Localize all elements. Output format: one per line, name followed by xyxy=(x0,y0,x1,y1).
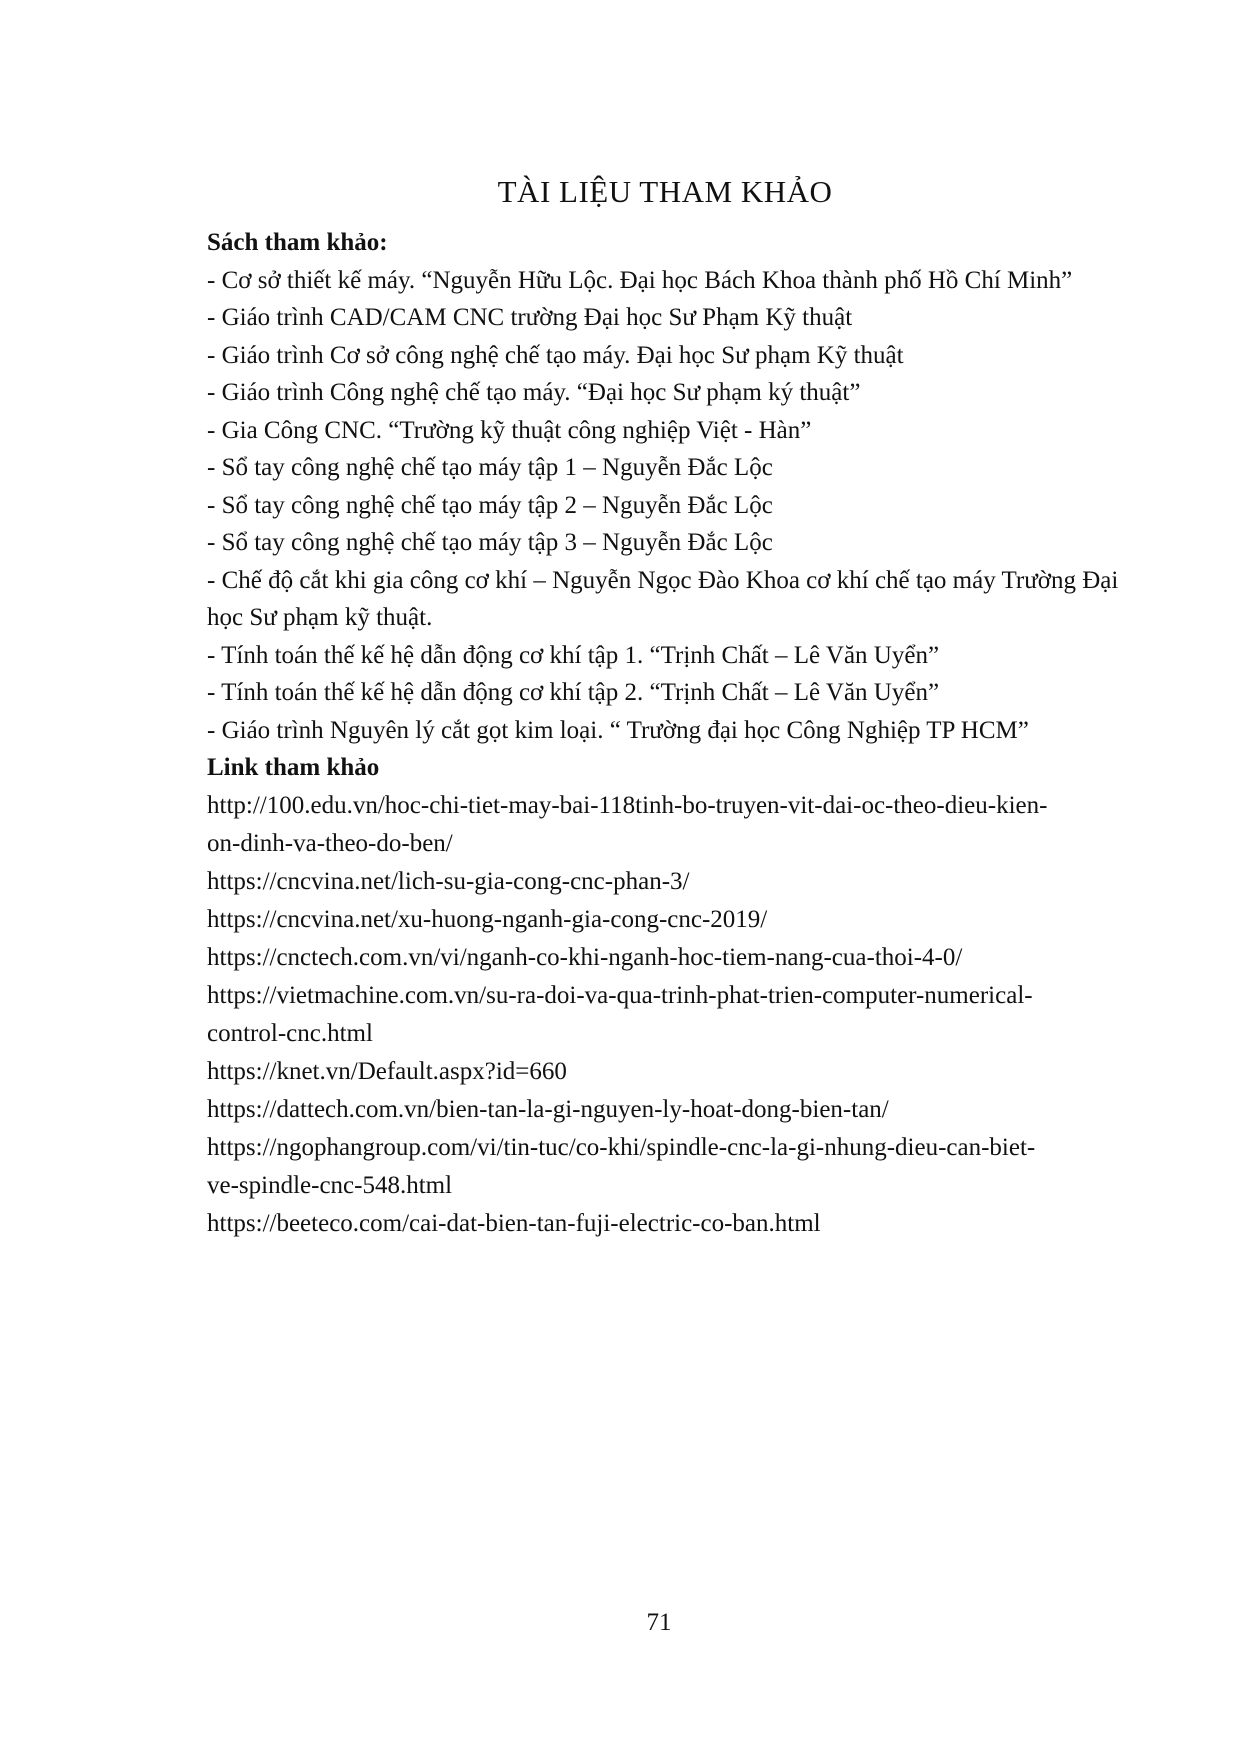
reference-link[interactable]: https://cncvina.net/lich-su-gia-cong-cnc-phan-3/ xyxy=(207,867,690,895)
book-item: - Cơ sở thiết kế máy. “Nguyễn Hữu Lộc. Đại học Bách Khoa thành phố Hồ Chí Minh” xyxy=(207,266,1073,294)
reference-link[interactable]: https://cncvina.net/xu-huong-nganh-gia-cong-cnc-2019/ xyxy=(207,905,768,933)
book-item: - Sổ tay công nghệ chế tạo máy tập 1 – Nguyễn Đắc Lộc xyxy=(207,454,773,481)
reference-link[interactable]: http://100.edu.vn/hoc-chi-tiet-may-bai-118tinh-bo-truyen-vit-dai-oc-theo-dieu-kien- on-dinh-va-theo-do-ben/ xyxy=(207,791,1048,857)
reference-link[interactable]: https://cnctech.com.vn/vi/nganh-co-khi-nganh-hoc-tiem-nang-cua-thoi-4-0/ xyxy=(207,943,963,971)
book-item: - Giáo trình Công nghệ chế tạo máy. “Đại học Sư phạm ký thuật” xyxy=(207,379,861,406)
book-item: - Sổ tay công nghệ chế tạo máy tập 2 – Nguyễn Đắc Lộc xyxy=(207,491,773,519)
book-item: - Giáo trình CAD/CAM CNC trường Đại học Sư Phạm Kỹ thuật xyxy=(207,304,853,331)
book-item: - Tính toán thế kế hệ dẫn động cơ khí tập 2. “Trịnh Chất – Lê Văn Uyển” xyxy=(207,679,940,706)
books-heading: Sách tham khảo: xyxy=(207,229,388,256)
references-content xyxy=(207,224,1122,1243)
reference-link[interactable]: https://dattech.com.vn/bien-tan-la-gi-nguyen-ly-hoat-dong-bien-tan/ xyxy=(207,1095,889,1123)
links-heading: Link tham khảo xyxy=(207,754,380,781)
book-item: - Sổ tay công nghệ chế tạo máy tập 3 – Nguyễn Đắc Lộc xyxy=(207,529,773,556)
page-number: 71 xyxy=(646,1609,672,1636)
links-list xyxy=(207,787,1122,1243)
reference-link[interactable]: https://knet.vn/Default.aspx?id=660 xyxy=(207,1057,567,1085)
book-item: - Giáo trình Nguyên lý cắt gọt kim loại. “ Trường đại học Công Nghiệp TP HCM” xyxy=(207,716,1029,744)
book-item: - Tính toán thế kế hệ dẫn động cơ khí tập 1. “Trịnh Chất – Lê Văn Uyển” xyxy=(207,641,940,669)
page-title: TÀI LIỆU THAM KHẢO xyxy=(497,174,833,209)
reference-link[interactable]: https://ngophangroup.com/vi/tin-tuc/co-khi/spindle-cnc-la-gi-nhung-dieu-can-biet- ve-spindle-cnc-548.html xyxy=(207,1133,1036,1199)
book-item: - Gia Công CNC. “Trường kỹ thuật công nghiệp Việt - Hàn” xyxy=(207,416,812,444)
book-item: - Giáo trình Cơ sở công nghệ chế tạo máy. Đại học Sư phạm Kỹ thuật xyxy=(207,341,904,369)
book-item: - Chế độ cắt khi gia công cơ khí – Nguyễn Ngọc Đào Khoa cơ khí chế tạo máy Trường Đại học Sư phạm kỹ thuật. xyxy=(207,566,1119,631)
reference-link[interactable]: https://vietmachine.com.vn/su-ra-doi-va-qua-trinh-phat-trien-computer-numerical- control-cnc.html xyxy=(207,981,1033,1047)
reference-link[interactable]: https://beeteco.com/cai-dat-bien-tan-fuji-electric-co-ban.html xyxy=(207,1209,821,1237)
